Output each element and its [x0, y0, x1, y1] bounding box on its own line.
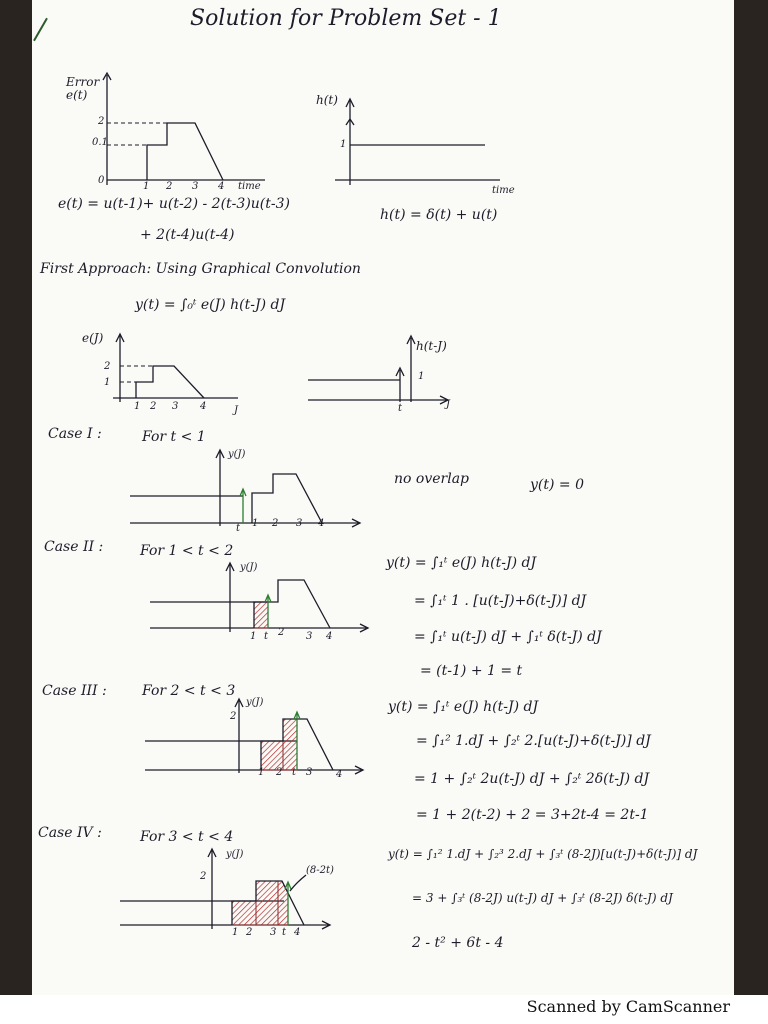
case4-tick: 2	[246, 927, 253, 938]
case2-tick: 3	[306, 631, 313, 642]
case4-tick: 4	[294, 927, 301, 938]
impulse-response-plot	[330, 95, 510, 190]
case4-condition: For 3 < t < 4	[140, 829, 234, 845]
plot1-xlabel: time	[238, 181, 261, 192]
case4-ytick-2: 2	[200, 871, 207, 882]
case2-line: y(t) = ∫₁ᵗ e(J) h(t-J) dJ	[386, 555, 537, 571]
case2-plot-label: y(J)	[240, 562, 258, 573]
case3-ytick: 2	[230, 711, 237, 722]
plot1-xtick: 2	[166, 181, 173, 192]
plot3-ytick: 2	[104, 361, 111, 372]
case1-tick: 3	[296, 518, 303, 529]
case3-condition: For 2 < t < 3	[142, 683, 236, 699]
conv-integral: y(t) = ∫₀ᵗ e(J) h(t-J) dJ	[135, 297, 286, 313]
case2-condition: For 1 < t < 2	[140, 543, 234, 559]
case3-tick: 4	[336, 769, 343, 780]
page-title: Solution for Problem Set - 1	[190, 6, 502, 31]
case4-line: y(t) = ∫₁² 1.dJ + ∫₂³ 2.dJ + ∫₃ᵗ (8-2J)[u(t-J)+δ(t-J)] dJ	[388, 847, 698, 861]
plot1-ytick-2: 2	[98, 116, 105, 127]
case2-line: = ∫₁ᵗ 1 . [u(t-J)+δ(t-J)] dJ	[414, 593, 587, 609]
case1-tick: 1	[252, 518, 259, 529]
scanner-watermark: Scanned by CamScanner	[526, 997, 730, 1016]
plot4-xlabel: J	[446, 399, 451, 410]
case3-tick: t	[292, 767, 297, 778]
case4-name: Case IV :	[38, 825, 102, 841]
case1-tick: 4	[318, 518, 325, 529]
plot1-ylabel: Error e(t)	[66, 75, 100, 103]
eq-e-cont: + 2(t-4)u(t-4)	[140, 227, 235, 243]
approach-heading: First Approach: Using Graphical Convolution	[40, 261, 361, 277]
case4-tick: 1	[232, 927, 239, 938]
eq-e: e(t) = u(t-1)+ u(t-2) - 2(t-3)u(t-3)	[58, 196, 290, 212]
plot1-xtick: 3	[192, 181, 199, 192]
case3-tick: 1	[258, 767, 265, 778]
case3-line: = 1 + 2(t-2) + 2 = 3+2t-4 = 2t-1	[416, 807, 649, 823]
case4-line: 2 - t² + 6t - 4	[412, 935, 504, 951]
plot1-ytick-01: 0.1	[92, 137, 108, 148]
plot3-xlabel: J	[234, 405, 239, 416]
case2-line: = (t-1) + 1 = t	[420, 663, 523, 679]
plot3-ylabel: e(J)	[82, 331, 104, 345]
case3-line: = 1 + ∫₂ᵗ 2u(t-J) dJ + ∫₂ᵗ 2δ(t-J) dJ	[414, 771, 650, 787]
plot1-ytick-0: 0	[98, 175, 105, 186]
plot3-xtick: 2	[150, 401, 157, 412]
case2-line: = ∫₁ᵗ u(t-J) dJ + ∫₁ᵗ δ(t-J) dJ	[414, 629, 602, 645]
plot3-xtick: 3	[172, 401, 179, 412]
plot1-xtick: 4	[218, 181, 225, 192]
case1-note: no overlap	[394, 471, 469, 487]
case4-line: = 3 + ∫₃ᵗ (8-2J) u(t-J) dJ + ∫₃ᵗ (8-2J) δ(t-J) dJ	[412, 891, 673, 905]
plot2-xlabel: time	[492, 185, 515, 196]
plot3-ytick: 1	[104, 377, 111, 388]
eq-h: h(t) = δ(t) + u(t)	[380, 207, 498, 223]
case1-tick: t	[236, 523, 241, 534]
case1-result: y(t) = 0	[530, 477, 584, 493]
case3-name: Case III :	[42, 683, 107, 699]
case2-tick: 4	[326, 631, 333, 642]
case1-plot-label: y(J)	[228, 449, 246, 460]
plot4-tick-t: t	[398, 403, 403, 414]
case1-plot	[130, 446, 365, 536]
plot1-xtick: 1	[143, 181, 150, 192]
case2-name: Case II :	[44, 539, 104, 555]
e-of-j-plot	[108, 330, 248, 405]
plot3-xtick: 1	[134, 401, 141, 412]
case3-line: = ∫₁² 1.dJ + ∫₂ᵗ 2.[u(t-J)+δ(t-J)] dJ	[416, 733, 651, 749]
case3-plot-label: y(J)	[246, 697, 264, 708]
case4-slope-label: (8-2t)	[306, 865, 334, 876]
case1-name: Case I :	[48, 426, 102, 442]
case2-tick: 2	[278, 627, 285, 638]
plot2-ytick: 1	[340, 139, 347, 150]
case2-tick: 1	[250, 631, 257, 642]
plot4-label: h(t-J)	[416, 339, 447, 353]
case3-tick: 2	[276, 767, 283, 778]
plot2-ylabel: h(t)	[316, 93, 338, 107]
case2-plot	[150, 560, 375, 640]
case1-tick: 2	[272, 518, 279, 529]
plot4-ytick: 1	[418, 371, 425, 382]
case4-tick: 3	[270, 927, 277, 938]
case4-tick: t	[282, 927, 287, 938]
error-plot	[95, 70, 275, 190]
case3-line: y(t) = ∫₁ᵗ e(J) h(t-J) dJ	[388, 699, 539, 715]
case3-tick: 3	[306, 767, 313, 778]
plot3-xtick: 4	[200, 401, 207, 412]
case1-condition: For t < 1	[142, 429, 206, 445]
case4-plot-label: y(J)	[226, 849, 244, 860]
case2-tick: t	[264, 631, 269, 642]
